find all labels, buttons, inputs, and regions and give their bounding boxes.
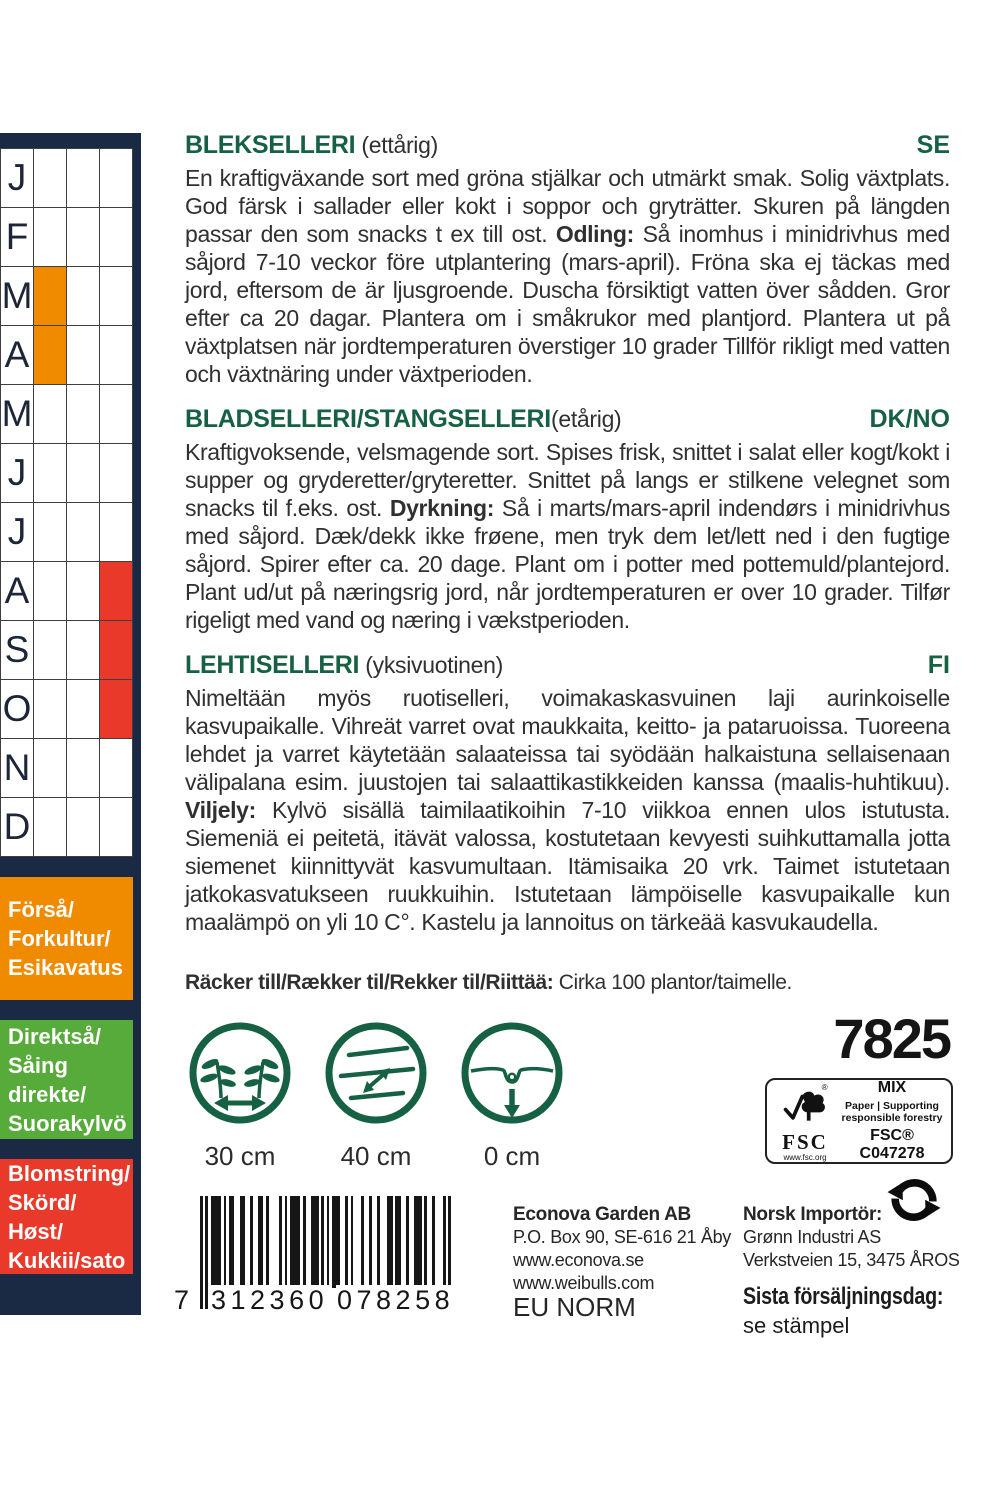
language-tag-dkno: DK/NO [869,405,950,433]
fsc-logo [772,1081,838,1162]
month-cell [34,739,67,798]
month-cell [34,208,67,267]
sowing-depth-icon [459,1020,565,1126]
month-cell [100,621,133,680]
month-label: O [1,680,34,739]
month-cell [100,326,133,385]
sowing-depth-value: 0 cm [483,1141,541,1171]
month-label: D [1,798,34,857]
legend-forkultur: Förså/ Forkultur/ Esikavatus [0,877,133,1000]
sowing-depth [459,1020,565,1172]
month-cell [67,739,100,798]
section-body-dkno: Kraftigvoksende, velsmagende sort. Spises frisk, snittet i salat eller kogt/kokt i supper og gryderetter/gryteretter. Snittet på langs er stilkene velegnet som snacks til f.eks. ost. Dyrkning: Så i marts/mars-april indendørs i minidrivhus med såjord. Dæk/dekk ikke frøene, men tryk dem let/lett ned i den fugtige såjord. Spirer efter ca. 20 dage. Plant om i potter med pottemuld/plantejord. Plant ud/ut på næringsrig jord, når jordtemperaturen er over 10 grader. Tilfør rigeligt med vand og næring i vækstperioden. [185,439,950,633]
month-cell [67,503,100,562]
month-label: J [1,444,34,503]
barcode-digit-first: 7 [174,1285,190,1315]
month-row [1,149,133,208]
month-cell [34,562,67,621]
month-cell [34,680,67,739]
month-cell [67,149,100,208]
month-label: S [1,621,34,680]
month-cell [67,798,100,857]
spacing-icons-row [187,1020,565,1172]
month-label: M [1,385,34,444]
sowing-calendar-sidebar [0,133,141,1315]
month-cell [34,326,67,385]
month-label: J [1,503,34,562]
fsc-description: Paper | Supporting responsible forestry [841,1100,943,1124]
fsc-label [765,1078,953,1164]
month-row [1,562,133,621]
month-cell [67,621,100,680]
row-spacing [323,1020,429,1172]
month-label: N [1,739,34,798]
month-row [1,444,133,503]
month-cell [100,798,133,857]
row-spacing-icon [323,1020,429,1126]
barcode [170,1196,485,1316]
month-row [1,385,133,444]
month-cell [34,267,67,326]
publisher-block [513,1203,731,1295]
month-cell [67,385,100,444]
legend-direktsa: Direktså/ Såing direkte/ Suorakylvö [0,1020,133,1139]
month-grid [0,148,133,857]
fsc-brand: FSC [782,1129,828,1154]
fsc-tree-icon [780,1081,830,1127]
sidebar-divider [0,1139,133,1159]
sidebar-top-bar [0,133,133,148]
barcode-digits-right: 078258 [337,1285,455,1315]
sidebar-divider [0,857,133,877]
month-row [1,621,133,680]
month-cell [100,680,133,739]
month-cell [67,562,100,621]
month-cell [34,503,67,562]
section-se [185,131,950,388]
expiry-value: se stämpel [743,1313,850,1338]
barcode-digits-left: 312360 [211,1285,329,1315]
expiry-title: Sista försäljningsdag: [743,1283,944,1310]
fsc-license-code: FSC® C047278 [859,1127,925,1162]
importer-block [743,1203,960,1272]
month-label: F [1,208,34,267]
month-row [1,503,133,562]
expiry-block [743,1283,987,1339]
month-cell [67,208,100,267]
sidebar-bottom-bar [0,1274,133,1315]
month-cell [100,385,133,444]
month-cell [34,444,67,503]
legend-blomstring: Blomstring/ Skörd/ Høst/ Kukkii/sato [0,1159,133,1274]
month-cell [100,444,133,503]
month-cell [100,739,133,798]
plant-spacing [187,1020,293,1172]
section-dkno [185,405,950,634]
month-label: M [1,267,34,326]
month-cell [34,798,67,857]
row-spacing-value: 40 cm [340,1141,412,1171]
fsc-url: www.fsc.org [783,1152,827,1162]
month-label: A [1,326,34,385]
month-row [1,326,133,385]
month-cell [100,267,133,326]
section-fi [185,651,950,936]
publisher-address: P.O. Box 90, SE-616 21 Åby www.econova.se www.weibulls.com [513,1227,732,1293]
month-cell [34,149,67,208]
publisher-name: Econova Garden AB [513,1204,691,1225]
importer-address: Grønn Industri AS Verkstveien 15, 3475 ÅROS [743,1227,960,1270]
section-body-fi: Nimeltään myös ruotiselleri, voimakaskasvuinen laji aurinkoiselle kasvupaikalle. Vihreät varret ovat maukkaita, keitto- ja pataruoissa. Tuoreena lehdet ja varret käytetään salaateissa tai syödään halkaistuna sellaisenaan välipalana esim. juustojen tai salaattikastikkeiden kanssa (maalis-huhtikuu). Viljely: Kylvö sisällä taimilaatikoihin 7-10 viikkoa ennen ulos istutusta. Siemeniä ei peitetä, itävät valossa, kostutetaan kevyesti suihkuttamalla jotta siemenet kiinnittyvät kasvumultaan. Itämisaika 20 vrk. Taimet istutetaan jatkokasvatukseen ruukkuihin. Istutetaan lämpöiselle kasvupaikalle kun maalämpö on yli 10 C°. Kastelu ja lannoitus on tärkeää kasvukaudella. [185,685,950,935]
yield-line: Räcker till/Rækker til/Rekker til/Riittää: Cirka 100 plantor/taimelle. [185,971,792,994]
eu-norm-label: EU NORM [513,1292,636,1322]
plant-spacing-icon [187,1020,293,1126]
plant-spacing-value: 30 cm [204,1141,276,1171]
month-row [1,798,133,857]
month-cell [67,680,100,739]
fsc-grade: MIX [877,1079,907,1096]
language-tag-se: SE [916,131,950,159]
month-cell [100,562,133,621]
month-cell [67,267,100,326]
svg-text:®: ® [821,1081,828,1092]
month-cell [34,621,67,680]
month-row [1,739,133,798]
section-title-se: BLEKSELLERI (ettårig) [185,131,438,159]
month-label: J [1,149,34,208]
section-title-dkno: BLADSELLERI/STANGSELLERI(etårig) [185,405,622,433]
importer-title: Norsk Importör: [743,1204,883,1225]
month-cell [100,503,133,562]
section-body-se: En kraftigväxande sort med gröna stjälkar och utmärkt smak. Solig växtplats. God färsk i sallader eller kokt i soppor och gryträtter. Skuren på längden passar den som snacks t ex till ost. Odling: Så inomhus i minidrivhus med såjord 7-10 veckor före utplantering (mars-april). Fröna ska ej täckas med jord, eftersom de är ljusgroende. Duscha försiktigt vatten över sådden. Gror efter ca 20 dagar. Plantera om i småkrukor med plantjord. Plantera ut på växtplatsen när jordtemperaturen överstiger 10 grader Tillför rikligt med vatten och växtnäring under växtperioden. [185,165,950,387]
month-row [1,208,133,267]
month-label: A [1,562,34,621]
language-tag-fi: FI [927,651,950,679]
month-cell [100,149,133,208]
section-title-fi: LEHTISELLERI (yksivuotinen) [185,651,503,679]
month-row [1,680,133,739]
month-cell [67,444,100,503]
sidebar-divider [0,1000,133,1020]
month-cell [34,385,67,444]
month-row [1,267,133,326]
month-cell [100,208,133,267]
article-number: 7825 [833,1007,950,1070]
month-cell [67,326,100,385]
